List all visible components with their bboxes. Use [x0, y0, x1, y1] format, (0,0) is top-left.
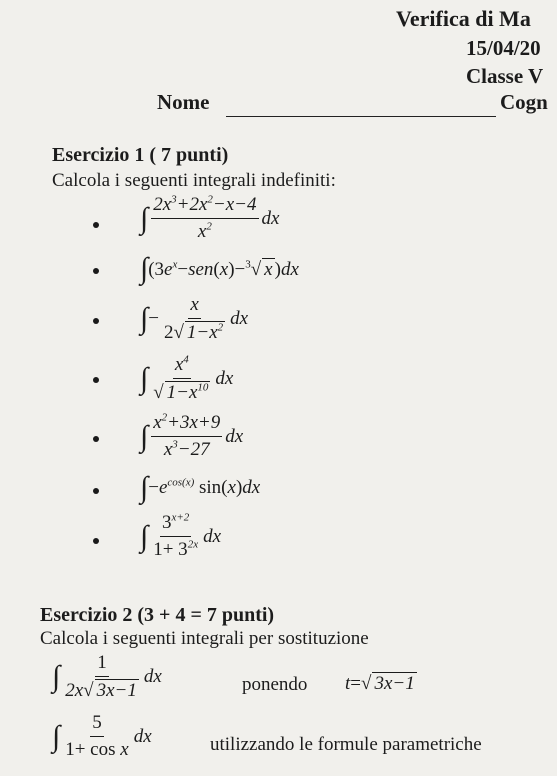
exercise-2-instruction: Calcola i seguenti integrali per sostituzione: [40, 628, 369, 649]
bullet: [93, 538, 99, 544]
name-label: Nome: [157, 90, 210, 114]
integral-5: ∫ $\frac{x^2+3x+9}{x^3-27}$ dx: [140, 411, 244, 460]
bullet: [93, 488, 99, 494]
exercise-2-title: Esercizio 2 (3 + 4 = 7 punti): [40, 604, 275, 626]
exercise-1-instruction: Calcola i seguenti integrali indefiniti:: [52, 170, 336, 191]
bullet: [93, 377, 99, 383]
integral-4: ∫ $\frac{x^4}{√ 1-x^{10}}$ dx: [140, 353, 234, 403]
bullet: [93, 318, 99, 324]
bullet: [93, 268, 99, 274]
test-title: Verifica di Ma: [396, 6, 531, 31]
integral-7: ∫ $\frac{3^{x+2}}{1+ 3^{2x}}$ dx: [140, 511, 222, 560]
substitution-integral-1: ∫ $\frac{1}{2x√ 3x-1}$ dx: [52, 652, 162, 701]
integral-3: ∫ − $\frac{x}{2√ 1-x^2}$ dx: [140, 294, 249, 343]
substitution-text: ponendo: [242, 674, 308, 695]
integral-2: ∫ ($3e^x-sen(x)-^3√$ x )dx: [140, 252, 299, 285]
bullet: [93, 436, 99, 442]
substitution-integral-2: ∫ $\frac{5}{\text{1+ cos x}}$ dx: [52, 712, 152, 760]
integral-6: ∫ $-e^{cos(x)}$ sin(x)dx: [140, 471, 261, 504]
surname-label: Cogn: [500, 90, 548, 114]
integral-1: ∫ $\frac{2x^3+2x^2-x-4}{x^2}$ dx: [140, 193, 280, 242]
parametric-text: utilizzando le formule parametriche: [210, 734, 482, 755]
substitution-formula: t =√ 3x−1: [345, 672, 415, 694]
exercise-1-title: Esercizio 1 ( 7 punti): [52, 144, 229, 166]
name-line[interactable]: [226, 116, 496, 117]
test-date: 15/04/20: [466, 36, 541, 60]
class-label: Classe V: [466, 64, 544, 88]
bullet: [93, 222, 99, 228]
